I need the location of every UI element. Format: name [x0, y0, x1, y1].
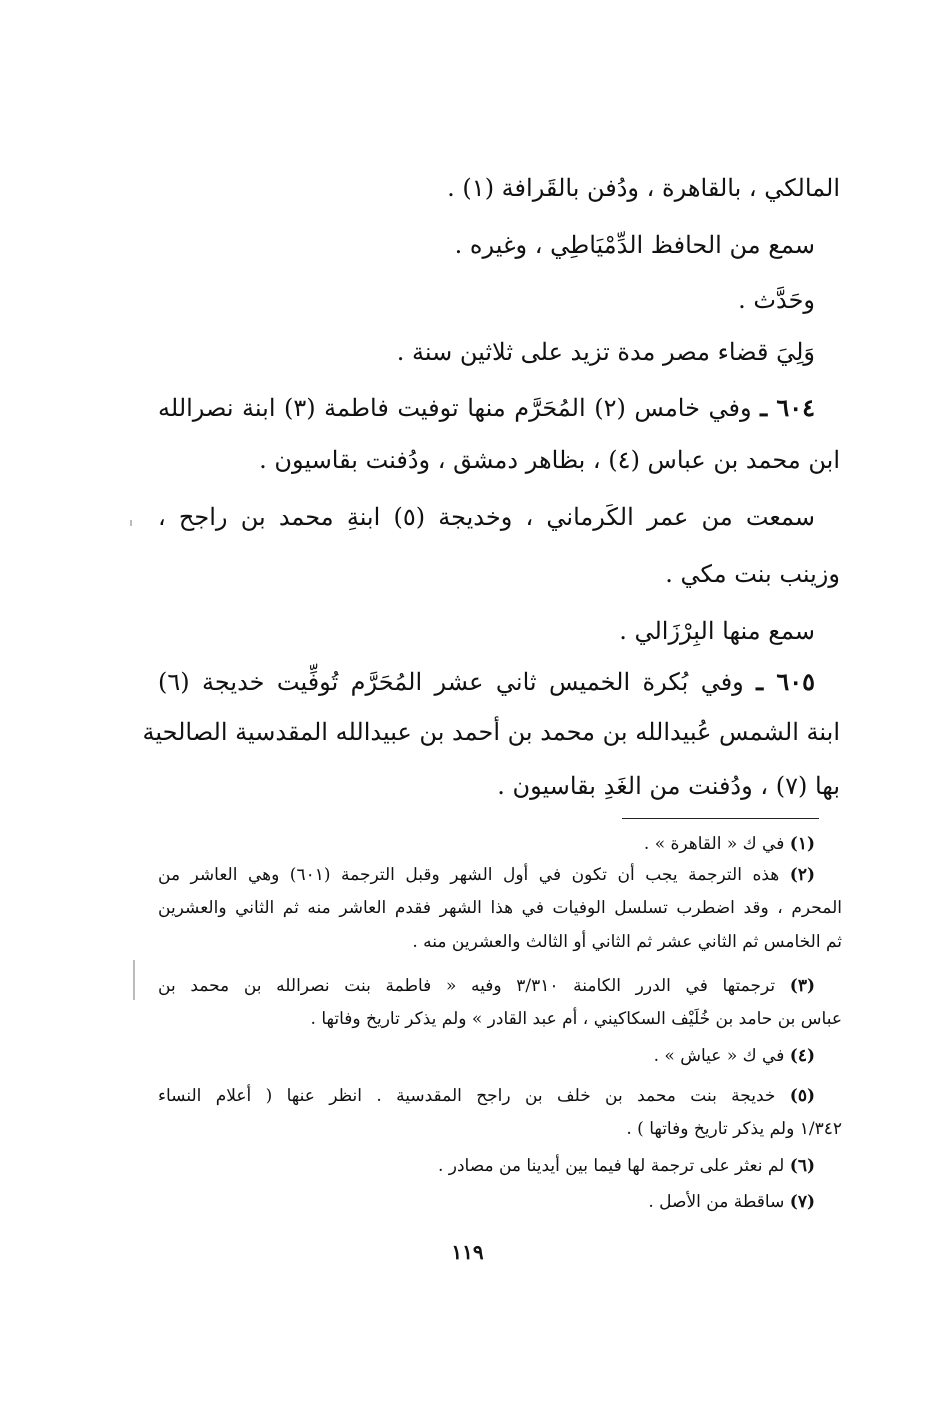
body-line-12: بها (٧) ، ودُفنت من الغَدِ بقاسيون .: [497, 772, 840, 800]
scan-mark: [133, 960, 135, 1000]
footnote-2: (٢) هذه الترجمة يجب أن تكون في أول الشهر وقبل الترجمة (٦٠١) وهي العاشر من: [158, 865, 815, 885]
body-line-9: سمع منها البِرْزَالي .: [619, 617, 815, 645]
footnote-1: (١) في ك « القاهرة » .: [643, 834, 815, 854]
footnote-7: (٧) ساقطة من الأصل .: [648, 1192, 815, 1212]
body-line-4: وَلِيَ قضاء مصر مدة تزيد على ثلاثين سنة .: [396, 338, 815, 366]
entry-number-604: ٦٠٤ ـ: [760, 393, 816, 422]
footnote-3: (٣) ترجمتها في الدرر الكامنة ٣/٣١٠ وفيه « فاطمة بنت نصرالله بن محمد بن: [158, 976, 815, 996]
body-line-2: سمع من الحافظ الدِّمْيَاطِي ، وغيره .: [454, 231, 815, 259]
footnote-4: (٤) في ك « عياش » .: [653, 1046, 815, 1066]
scan-mark: [130, 520, 132, 526]
body-line-7: سمعت من عمر الكَرماني ، وخديجة (٥) ابنةِ محمد بن راجح ،: [158, 503, 815, 531]
footnote-5: (٥) خديجة بنت محمد بن خلف بن راجح المقدسية . انظر عنها ( أعلام النساء: [158, 1086, 815, 1106]
body-line-11: ابنة الشمس عُبيدالله بن محمد بن أحمد بن عبيدالله المقدسية الصالحية: [142, 718, 840, 746]
page-number: ١١٩: [451, 1240, 484, 1264]
body-line-3: وحَدَّث .: [738, 286, 815, 314]
footnote-5-cont: ١/٣٤٢ ولم يذكر تاريخ وفاتها ) .: [626, 1119, 842, 1139]
footnote-separator: [622, 818, 819, 819]
footnote-3-cont: عباس بن حامد بن خُلَيْف السكاكيني ، أم عبد القادر » ولم يذكر تاريخ وفاتها .: [310, 1009, 842, 1029]
body-line-1: المالكي ، بالقاهرة ، ودُفن بالقَرافة (١) .: [447, 174, 840, 202]
entry-605-line-1: ٦٠٥ ـ وفي بُكرة الخميس ثاني عشر المُحَرَّم تُوفِّيت خديجة (٦): [158, 667, 815, 696]
entry-604-line-1: ٦٠٤ ـ وفي خامس (٢) المُحَرَّم منها توفيت فاطمة (٣) ابنة نصرالله: [158, 393, 816, 422]
footnote-6: (٦) لم نعثر على ترجمة لها فيما بين أيدينا من مصادر .: [437, 1156, 815, 1176]
body-line-6: ابن محمد بن عباس (٤) ، بظاهر دمشق ، ودُفنت بقاسيون .: [259, 446, 840, 474]
entry-number-605: ٦٠٥ ـ: [756, 667, 815, 696]
body-line-8: وزينب بنت مكي .: [665, 560, 840, 588]
footnote-2-cont-2: ثم الخامس ثم الثاني عشر ثم الثاني أو الثالث والعشرين منه .: [412, 932, 842, 952]
footnote-2-cont-1: المحرم ، وقد اضطرب تسلسل الوفيات في هذا الشهر فقدم العاشر منه ثم الثاني والعشرين: [158, 898, 842, 918]
